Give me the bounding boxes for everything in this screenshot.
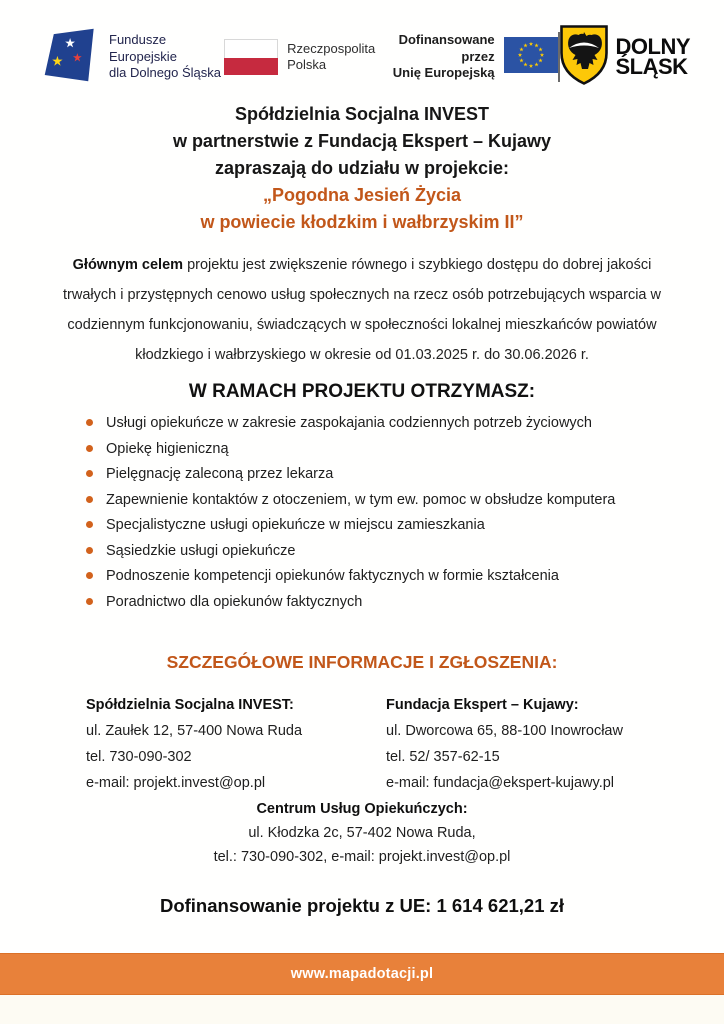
list-item xyxy=(86,491,688,509)
contact-centrum-phone-email: tel.: 730-090-302, e-mail: projekt.invest@op.pl xyxy=(213,849,511,865)
logo-eu-caption: Dofinansowane przez Unię Europejską xyxy=(392,32,495,81)
footer-url: www.mapadotacji.pl xyxy=(290,966,434,982)
list-item-text: Opiekę higieniczną xyxy=(106,440,229,457)
footer-margin-strip xyxy=(0,995,724,1024)
list-item-text: Pielęgnację zaleconą przez lekarza xyxy=(106,466,334,482)
list-item-text: Zapewnienie kontaktów z otoczeniem, w tym ew. pomoc w obsłudze komputera xyxy=(106,491,616,508)
logo-dolny-slask-caption: DOLNY ŚLĄSK xyxy=(615,34,690,79)
list-item-text: Usługi opiekuńcze w zakresie zaspokajania codziennych potrzeb życiowych xyxy=(106,415,592,431)
contact-invest xyxy=(86,692,386,796)
bullet-icon xyxy=(86,496,93,503)
contact-invest-email: e-mail: projekt.invest@op.pl xyxy=(86,775,266,791)
list-item xyxy=(86,516,688,534)
title-line-invite: zapraszają do udziału w projekcie: xyxy=(214,158,510,178)
title-block xyxy=(0,101,724,236)
poland-flag-icon xyxy=(224,39,278,75)
header-logo-bar xyxy=(42,26,690,88)
intro-body: projektu jest zwiększenie równego i szybkiego dostępu do dobrej jakości trwałych i przystępnych cenowo usług społecznych na rzecz osób potrzebujących wsparcia w codziennym funkcjonowaniu, świadczących w społeczności lokalnej mieszkańców powiatów kłodzkiego i wałbrzyskiego w okresie od 01.03.2025 r. do 30.06.2026 r. xyxy=(62,257,661,363)
bullet-icon xyxy=(86,598,93,605)
contact-ekspert-name: Fundacja Ekspert – Kujawy: xyxy=(386,697,579,713)
bullet-icon xyxy=(86,445,93,452)
logo-fundusze-caption: Fundusze Europejskie dla Dolnego Śląska xyxy=(109,32,222,81)
bullet-icon xyxy=(86,419,93,426)
contact-invest-name: Spółdzielnia Socjalna INVEST: xyxy=(86,697,294,713)
intro-paragraph xyxy=(52,250,672,370)
list-item-text: Poradnictwo dla opiekunów faktycznych xyxy=(106,593,363,610)
bullet-icon xyxy=(86,470,93,477)
logo-dolny-slask xyxy=(560,25,691,90)
bullet-icon xyxy=(86,572,93,579)
title-line-partner: w partnerstwie z Fundacją Ekspert – Kujawy xyxy=(172,131,552,151)
title-line-organizer: Spółdzielnia Socjalna INVEST xyxy=(234,104,490,124)
contact-ekspert xyxy=(386,692,623,796)
contact-invest-phone: tel. 730-090-302 xyxy=(86,749,192,765)
benefits-heading: W RAMACH PROJEKTU OTRZYMASZ: xyxy=(188,381,536,402)
list-item xyxy=(86,414,688,432)
project-name-line2: w powiecie kłodzkim i wałbrzyskim II” xyxy=(200,212,524,232)
contact-centrum-address: ul. Kłodzka 2c, 57-402 Nowa Ruda, xyxy=(248,825,476,841)
benefits-list xyxy=(86,414,688,618)
contact-ekspert-phone: tel. 52/ 357-62-15 xyxy=(386,749,500,765)
project-name-line1: „Pogodna Jesień Życia xyxy=(262,185,462,205)
logo-polska-caption: Rzeczpospolita Polska xyxy=(287,40,376,72)
list-item xyxy=(86,465,688,483)
eu-funds-flag-icon xyxy=(42,24,100,91)
list-item xyxy=(86,593,688,611)
list-item-text: Podnoszenie kompetencji opiekunów faktycznych w formie kształcenia xyxy=(106,568,559,584)
funding-amount: Dofinansowanie projektu z UE: 1 614 621,21 zł xyxy=(159,895,565,916)
contact-centrum-name: Centrum Usług Opiekuńczych: xyxy=(256,801,468,817)
logo-rzeczpospolita-polska xyxy=(224,39,375,75)
contact-ekspert-email: e-mail: fundacja@ekspert-kujawy.pl xyxy=(386,775,615,791)
list-item xyxy=(86,567,688,585)
contact-invest-address: ul. Zaułek 12, 57-400 Nowa Ruda xyxy=(86,723,303,739)
dolny-slask-eagle-crest-icon xyxy=(560,25,608,90)
footer-bar xyxy=(0,953,724,995)
contact-columns xyxy=(86,692,694,796)
contact-ekspert-address: ul. Dworcowa 65, 88-100 Inowrocław xyxy=(386,723,623,739)
list-item-text: Specjalistyczne usługi opiekuńcze w miejscu zamieszkania xyxy=(106,517,485,533)
eu-flag-icon xyxy=(504,37,558,78)
list-item-text: Sąsiedzkie usługi opiekuńcze xyxy=(106,542,296,559)
bullet-icon xyxy=(86,547,93,554)
list-item xyxy=(86,440,688,458)
logo-eu-funding xyxy=(375,32,557,82)
contact-heading: SZCZEGÓŁOWE INFORMACJE I ZGŁOSZENIA: xyxy=(166,652,558,672)
logo-fundusze-europejskie xyxy=(42,24,224,91)
contact-centrum xyxy=(0,797,724,869)
list-item xyxy=(86,542,688,560)
intro-lead: Głównym celem xyxy=(72,257,184,273)
bullet-icon xyxy=(86,521,93,528)
